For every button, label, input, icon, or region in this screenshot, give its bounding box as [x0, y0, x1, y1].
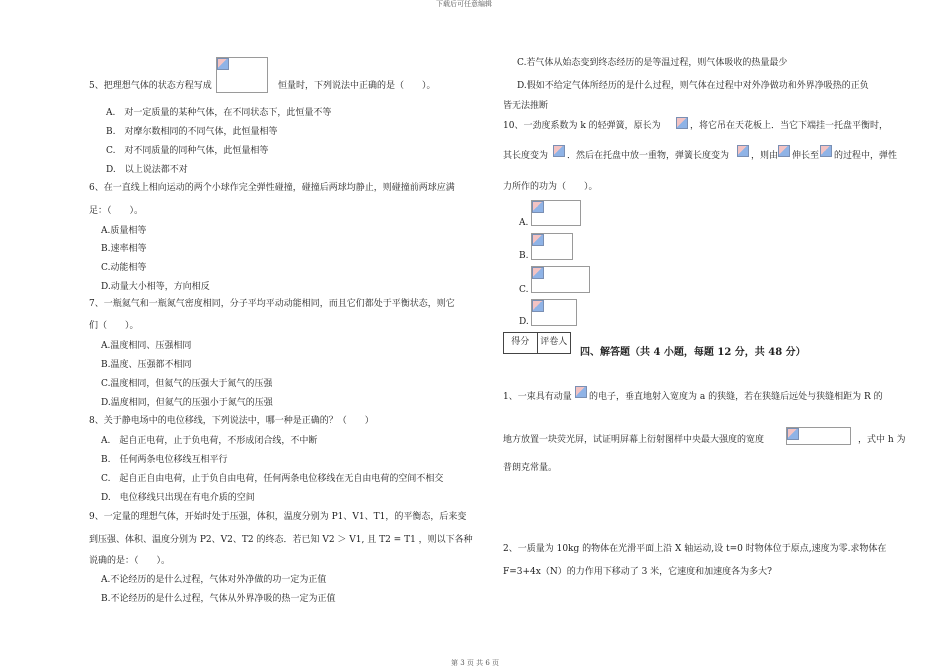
q6-option-b[interactable]: B.速率相等: [101, 244, 147, 254]
q10-line2-b: ．然后在托盘中放一重物，弹簧长度变为: [567, 151, 730, 161]
q9-option-a[interactable]: A.不论经历的是什么过程，气体对外净做的功一定为正值: [101, 575, 327, 585]
q9-stem-line2: 到压强、体积、温度分别为 P2、V2、T2 的终态．若已知 V2 ＞ V1, 且 T2 = T1 ，则以下各种: [89, 535, 473, 545]
q10-line2-c: ，则由: [751, 151, 779, 161]
p1-line1-a: 1、一束具有动量: [503, 392, 572, 402]
equation-image: [216, 57, 268, 93]
image-placeholder-icon: [217, 58, 229, 70]
q6-stem-line2: 足：（ ）。: [89, 206, 144, 216]
p1-line1-b: 的电子，垂直地射入宽度为 a 的狭缝，若在狭缝后远处与狭缝相距为 R 的: [589, 392, 883, 402]
q5-stem-a: 5、把理想气体的状态方程写成: [89, 81, 212, 91]
q8-option-c[interactable]: C. 起自正自由电荷，止于负自由电荷，任何两条电位移线在无自由电荷的空间不相交: [101, 474, 444, 484]
q8-stem: 8、关于静电场中的电位移线，下列说法中，哪一种是正确的？（ ）: [89, 416, 374, 426]
page-footer-number: 第 3 页 共 6 页: [451, 659, 500, 667]
q8-option-a[interactable]: A. 起自正电荷，止于负电荷，不形成闭合线，不中断: [101, 436, 318, 446]
q9-stem-line3: 说确的是：（ ）。: [89, 556, 171, 566]
q5-option-c[interactable]: C. 对不同质量的同种气体，此恒量相等: [106, 146, 269, 156]
q5-option-d[interactable]: D. 以上说法都不对: [106, 165, 188, 175]
q7-option-d[interactable]: D.温度相同，但氦气的压强小于氮气的压强: [101, 398, 273, 408]
image-placeholder-icon: [575, 386, 587, 398]
p1-line2-b: ，式中 h 为: [858, 435, 906, 445]
q10-line3: 力所作的功为（ ）。: [503, 182, 598, 192]
image-placeholder-icon: [532, 300, 544, 312]
q10-line2-e: 的过程中，弹性: [834, 151, 898, 161]
image-placeholder-icon: [553, 145, 565, 157]
q5-option-b[interactable]: B. 对摩尔数相同的不同气体，此恒量相等: [106, 127, 278, 137]
q9-stem-line1: 9、一定量的理想气体，开始时处于压强，体积，温度分别为 P1、V1、T1，的平衡态，后来变: [89, 512, 467, 522]
q6-option-d[interactable]: D.动量大小相等，方向相反: [101, 282, 210, 292]
grader-label: 评卷人: [537, 333, 571, 353]
q10-option-d[interactable]: D.: [519, 317, 529, 327]
q7-stem-line2: 们（ ）。: [89, 321, 139, 331]
q9-option-c[interactable]: C.若气体从始态变到终态经历的是等温过程，则气体吸收的热量最少: [517, 58, 788, 68]
q8-option-d[interactable]: D. 电位移线只出现在有电介质的空间: [101, 493, 255, 503]
q7-option-c[interactable]: C.温度相同，但氦气的压强大于氮气的压强: [101, 379, 273, 389]
q6-option-a[interactable]: A.质量相等: [101, 226, 147, 236]
q10-option-c-image: [531, 266, 590, 293]
q9-option-d-cont: 皆无法推断: [503, 101, 549, 111]
q5-stem-b: 恒量时，下列说法中正确的是（ ）。: [278, 81, 436, 91]
image-placeholder-icon: [737, 145, 749, 157]
q10-line2-d: 伸长至: [792, 151, 820, 161]
image-placeholder-icon: [532, 267, 544, 279]
page-header-note: 下载后可任意编辑: [436, 0, 492, 8]
p1-formula-image: [786, 427, 851, 445]
p1-line3: 普朗克常量。: [503, 463, 558, 473]
q7-option-b[interactable]: B.温度、压强都不相同: [101, 360, 192, 370]
section-title: 四、解答题（共 4 小题，每题 12 分，共 48 分）: [580, 347, 806, 358]
q6-option-c[interactable]: C.动能相等: [101, 263, 147, 273]
p1-line2-a: 地方放置一块荧光屏，试证明屏幕上衍射图样中央最大强度的宽度: [503, 435, 765, 445]
q10-line1-a: 10、一劲度系数为 k 的轻弹簧，原长为: [503, 121, 661, 131]
image-placeholder-icon: [778, 145, 790, 157]
q7-option-a[interactable]: A.温度相同、压强相同: [101, 341, 192, 351]
p2-line2: F=3+4x（N）的力作用下移动了 3 米，它速度和加速度各为多大?: [503, 567, 773, 577]
q10-line2-a: 其长度变为: [503, 151, 549, 161]
q9-option-d[interactable]: D.假如不给定气体所经历的是什么过程，则气体在过程中对外净做功和外界净吸热的正负: [517, 81, 869, 91]
image-placeholder-icon: [532, 201, 544, 213]
q10-line1-b: ，将它吊在天花板上．当它下端挂一托盘平衡时，: [690, 121, 889, 131]
q8-option-b[interactable]: B. 任何两条电位移线互相平行: [101, 455, 228, 465]
q10-option-a[interactable]: A.: [519, 218, 529, 228]
q10-option-a-image: [531, 200, 581, 226]
score-label: 得分: [511, 337, 530, 347]
q10-option-c[interactable]: C.: [519, 285, 529, 295]
q10-option-d-image: [531, 299, 577, 326]
image-placeholder-icon: [787, 428, 799, 440]
image-placeholder-icon: [532, 234, 544, 246]
image-placeholder-icon: [676, 117, 688, 129]
q5-option-a[interactable]: A. 对一定质量的某种气体，在不同状态下，此恒量不等: [106, 108, 332, 118]
q10-option-b-image: [531, 233, 573, 260]
q6-stem-line1: 6、在一直线上相向运动的两个小球作完全弹性碰撞，碰撞后两球均静止，则碰撞前两球应满: [89, 183, 455, 193]
p2-line1: 2、一质量为 10kg 的物体在光滑平面上沿 X 轴运动,设 t=0 时物体位于原点,速度为零.求物体在: [503, 544, 887, 554]
q7-stem-line1: 7、一瓶氦气和一瓶氮气密度相同，分子平均平动动能相同，而且它们都处于平衡状态，则它: [89, 299, 455, 309]
q10-option-b[interactable]: B.: [519, 251, 529, 261]
q9-option-b[interactable]: B.不论经历的是什么过程，气体从外界净吸的热一定为正值: [101, 594, 336, 604]
score-box: [503, 332, 571, 354]
image-placeholder-icon: [820, 145, 832, 157]
